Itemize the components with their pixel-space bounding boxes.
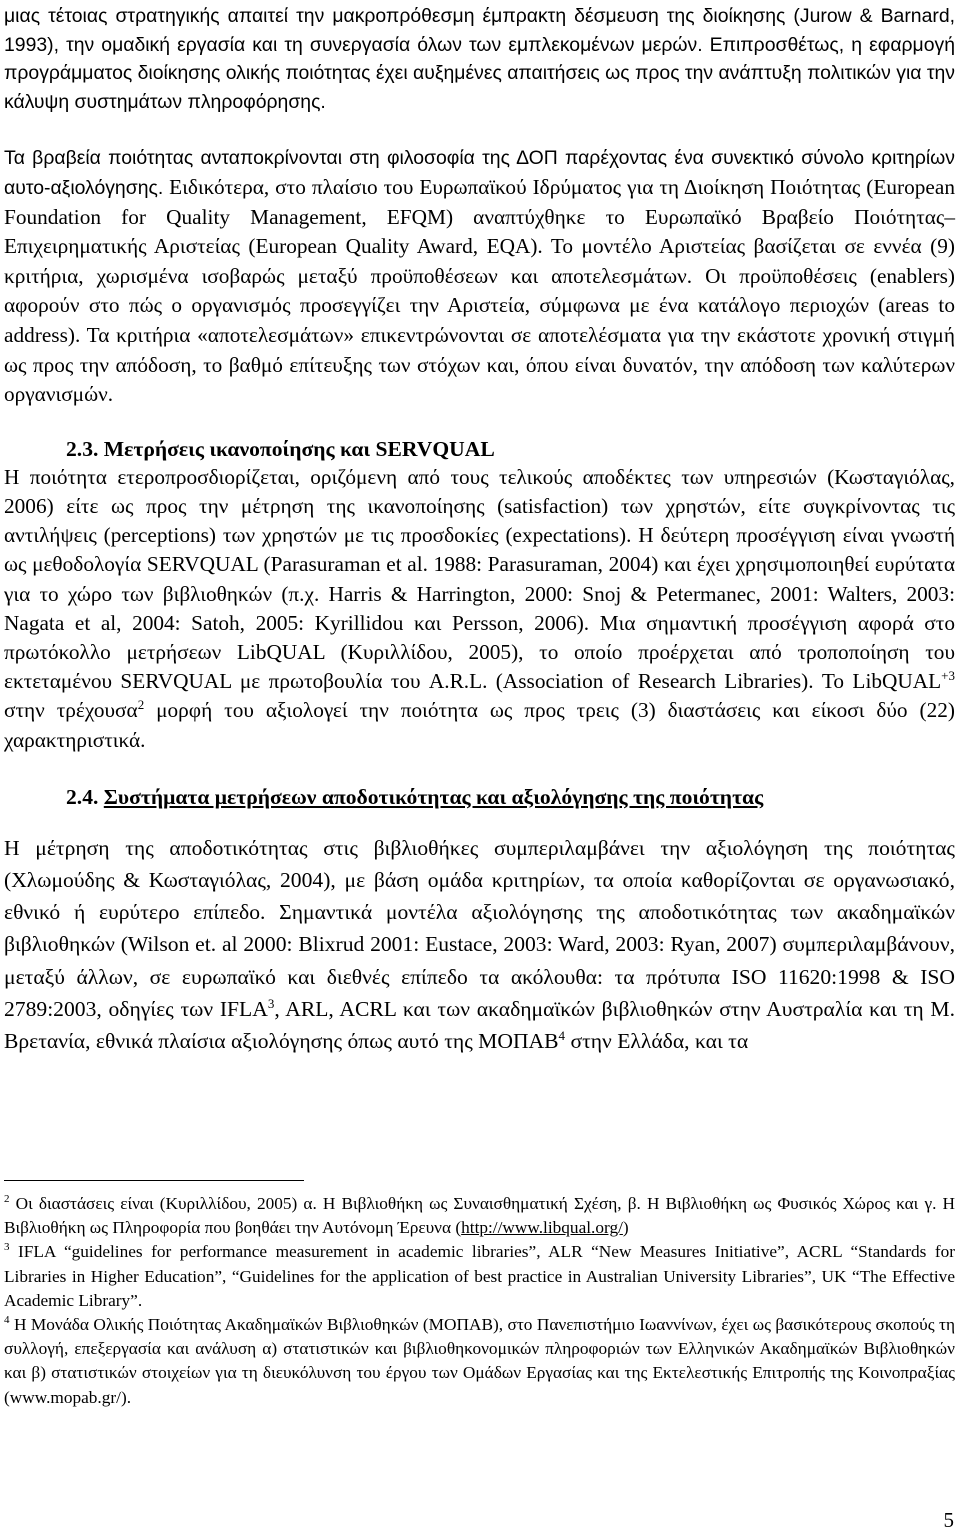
footnote-separator xyxy=(4,1180,304,1181)
superscript-mark: +3 xyxy=(941,668,955,684)
paragraph-tqm-strategy: μιας τέτοιας στρατηγικής απαιτεί την μακροπρόθεσμη έμπρακτη δέσμευση της διοίκησης (Jurow & Barnard, 1993), την ομαδική εργασία και τη συνεργασία όλων των εμπλεκομένων μερών. Επιπροσθέτως, η εφαρμογή προγράμματος διοίκησης ολικής ποιότητας έχει αυξημένες απαιτήσεις ως προς την ανάπτυξη πολιτικών για την κάλυψη συστημάτων πληροφόρησης. xyxy=(4,5,955,113)
footnote-2: $^2$ Οι διαστάσεις είναι (Κυριλλίδου, 2005) α. Η Βιβλιοθήκη ως Συναισθηματική Σχέση, β. Η Βιβλιοθήκη ως Φυσικός Χώρος και γ. Η Βιβλιοθήκη ως Πληροφορία που βοηθάει την Αυτόνομη Έρευνα (http://www.libqual.org/) xyxy=(4,1193,955,1238)
paragraph-efficiency-measurement: Η μέτρηση της αποδοτικότητας στις βιβλιοθήκες συμπεριλαμβάνει την αξιολόγηση της ποιότητας (Χλωμούδης & Κωσταγιόλας, 2004), με βάση ομάδα κριτηρίων, τα οποία καθορίζονται σε οργανωσιακό, εθνικό ή ευρύτερο επίπεδο. Σημαντικά μοντέλα αξιολόγησης της αποδοτικότητας των ακαδημαϊκών βιβλιοθηκών (Wilson et. al 2000: Blixrud 2001: Eustace, 2003: Ward, 2003: Ryan, 2007) συμπεριλαμβάνουν, μεταξύ άλλων, σε ευρωπαϊκό και διεθνές επίπεδο τα ακόλουθα: τα πρότυπα ISO 11620:1998 & ISO 2789:2003, οδηγίες των IFLA$^3$, ARL, ACRL και των ακαδημαϊκών βιβλιοθηκών στην Αυστραλία και τη Μ. Βρετανία, εθνικά πλαίσια αξιολόγησης όπως αυτό της ΜΟΠΑΒ$^4$ στην Ελλάδα, και τα xyxy=(4,835,955,1053)
section-number: 2.4. xyxy=(66,784,99,809)
paragraph-quality-awards xyxy=(4,144,955,409)
paragraph-efqm-description: Ειδικότερα, στο πλαίσιο του Ευρωπαϊκού Ιδρύματος για τη Διοίκηση Ποιότητας (European Foundation for Quality Management, EFQM) αναπτύχθηκε το Ευρωπαϊκό Βραβείο Ποιότητας–Επιχειρηματικής Αριστείας (European Quality Award, EQA). Το μοντέλο Αριστείας βασίζεται σε εννέα (9) κριτήρια, χωρισμένα ισοβαρώς μεταξύ προϋποθέσεων και αποτελεσμάτων. Οι προϋποθέσεις (enablers) αφορούν στο πώς ο οργανισμός προσεγγίζει την Αριστεία, σύμφωνα με ένα κατάλογο περιοχών (areas to address). Τα κριτήρια «αποτελεσμάτων» επικεντρώνονται σε αποτελέσματα για την εκάστοτε χρονική στιγμή ως προς την απόδοση, το βαθμό επίτευξης των στόχων και, όπου είναι δυνατόν, την απόδοση των καλύτερων οργανισμών. xyxy=(4,174,955,407)
footnote-3: $^3$ IFLA “guidelines for performance measurement in academic libraries”, ALR “New Measures Initiative”, ACRL “Standards for Libraries in Higher Education”, “Guidelines for the application of best practice in Australian University Libraries”, UK “The Effective Academic Library”. xyxy=(4,1241,955,1310)
footnotes xyxy=(4,1192,955,1410)
section-heading-2-4 xyxy=(4,783,955,811)
footnote-ref-2[interactable]: 2 xyxy=(137,697,145,713)
document-page xyxy=(4,0,955,1057)
section-title: Μετρήσεις ικανοποίησης και SERVQUAL xyxy=(103,436,495,461)
footnote-mark: 2 xyxy=(4,1193,10,1205)
footnote-4: $^4$ Η Μονάδα Ολικής Ποιότητας Ακαδημαϊκών Βιβλιοθηκών (ΜΟΠΑΒ), στο Πανεπιστήμιο Ιωαννίνων, έχει ως βασικότερους σκοπούς τη συλλογή, επεξεργασία και ανάλυση α) στατιστικών και βιβλιοθηκονομικών πληροφοριών των Ελληνικών Ακαδημαϊκών Βιβλιοθηκών και β) στατιστικών στοιχείων για τη διευκόλυνση του έργου των Ομάδων Εργασίας και της Εκτελεστικής Επιτροπής της Κοινοπραξίας (www.mopab.gr/). xyxy=(4,1314,955,1407)
footnote-ref-4[interactable]: 4 xyxy=(558,1027,566,1043)
section-title: Συστήματα μετρήσεων αποδοτικότητας και αξιολόγησης της ποιότητας xyxy=(103,784,764,809)
page-number: 5 xyxy=(943,1508,954,1532)
paragraph-quality-awards-intro: Τα βραβεία ποιότητας ανταποκρίνονται στη φιλοσοφία της ΔΟΠ παρέχοντας ένα συνεκτικό σύνολο κριτηρίων αυτο-αξιολόγησης. xyxy=(4,147,955,199)
footnote-mark: 4 xyxy=(4,1314,10,1327)
paragraph-servqual: Η ποιότητα ετεροπροσδιορίζεται, οριζόμενη από τους τελικούς αποδέκτες των υπηρεσιών (Κωσταγιόλας, 2006) είτε ως προς την μέτρηση της ικανοποίησης (satisfaction) των χρηστών, είτε συγκρίνοντας τις αντιλήψεις (perceptions) των χρηστών με τις προσδοκίες (expectations). Η δεύτερη προσέγγιση είναι γνωστή ως μεθοδολογία SERVQUAL (Parasuraman et al. 1988: Parasuraman, 2004) και έχει χρησιμοποιηθεί ευρύτατα για το χώρο των βιβλιοθηκών (π.χ. Harris & Harrington, 2000: Snoj & Petermanec, 2001: Walters, 2003: Nagata et al, 2004: Satoh, 2005: Kyrillidou και Persson, 2006). Μια σημαντική προσέγγιση αφορά στο πρωτόκολλο μετρήσεων LibQUAL (Κυριλλίδου, 2005), το οποίο προέρχεται από τροποποίηση του εκτεταμένου SERVQUAL με πρωτοβουλία του A.R.L. (Association of Research Libraries). Το LibQUAL$^{+3}$ στην τρέχουσα$^2$ μορφή του αξιολογεί την ποιότητα ως προς τρεις (3) διαστάσεις και είκοσι δύο (22) χαρακτηριστικά. xyxy=(4,464,955,752)
libqual-link[interactable]: http://www.libqual.org/ xyxy=(461,1218,623,1238)
footnote-mark: 3 xyxy=(4,1241,10,1254)
footnote-ref-3[interactable]: 3 xyxy=(267,995,275,1011)
section-heading-2-3 xyxy=(4,435,955,463)
section-number: 2.3. xyxy=(66,436,99,461)
